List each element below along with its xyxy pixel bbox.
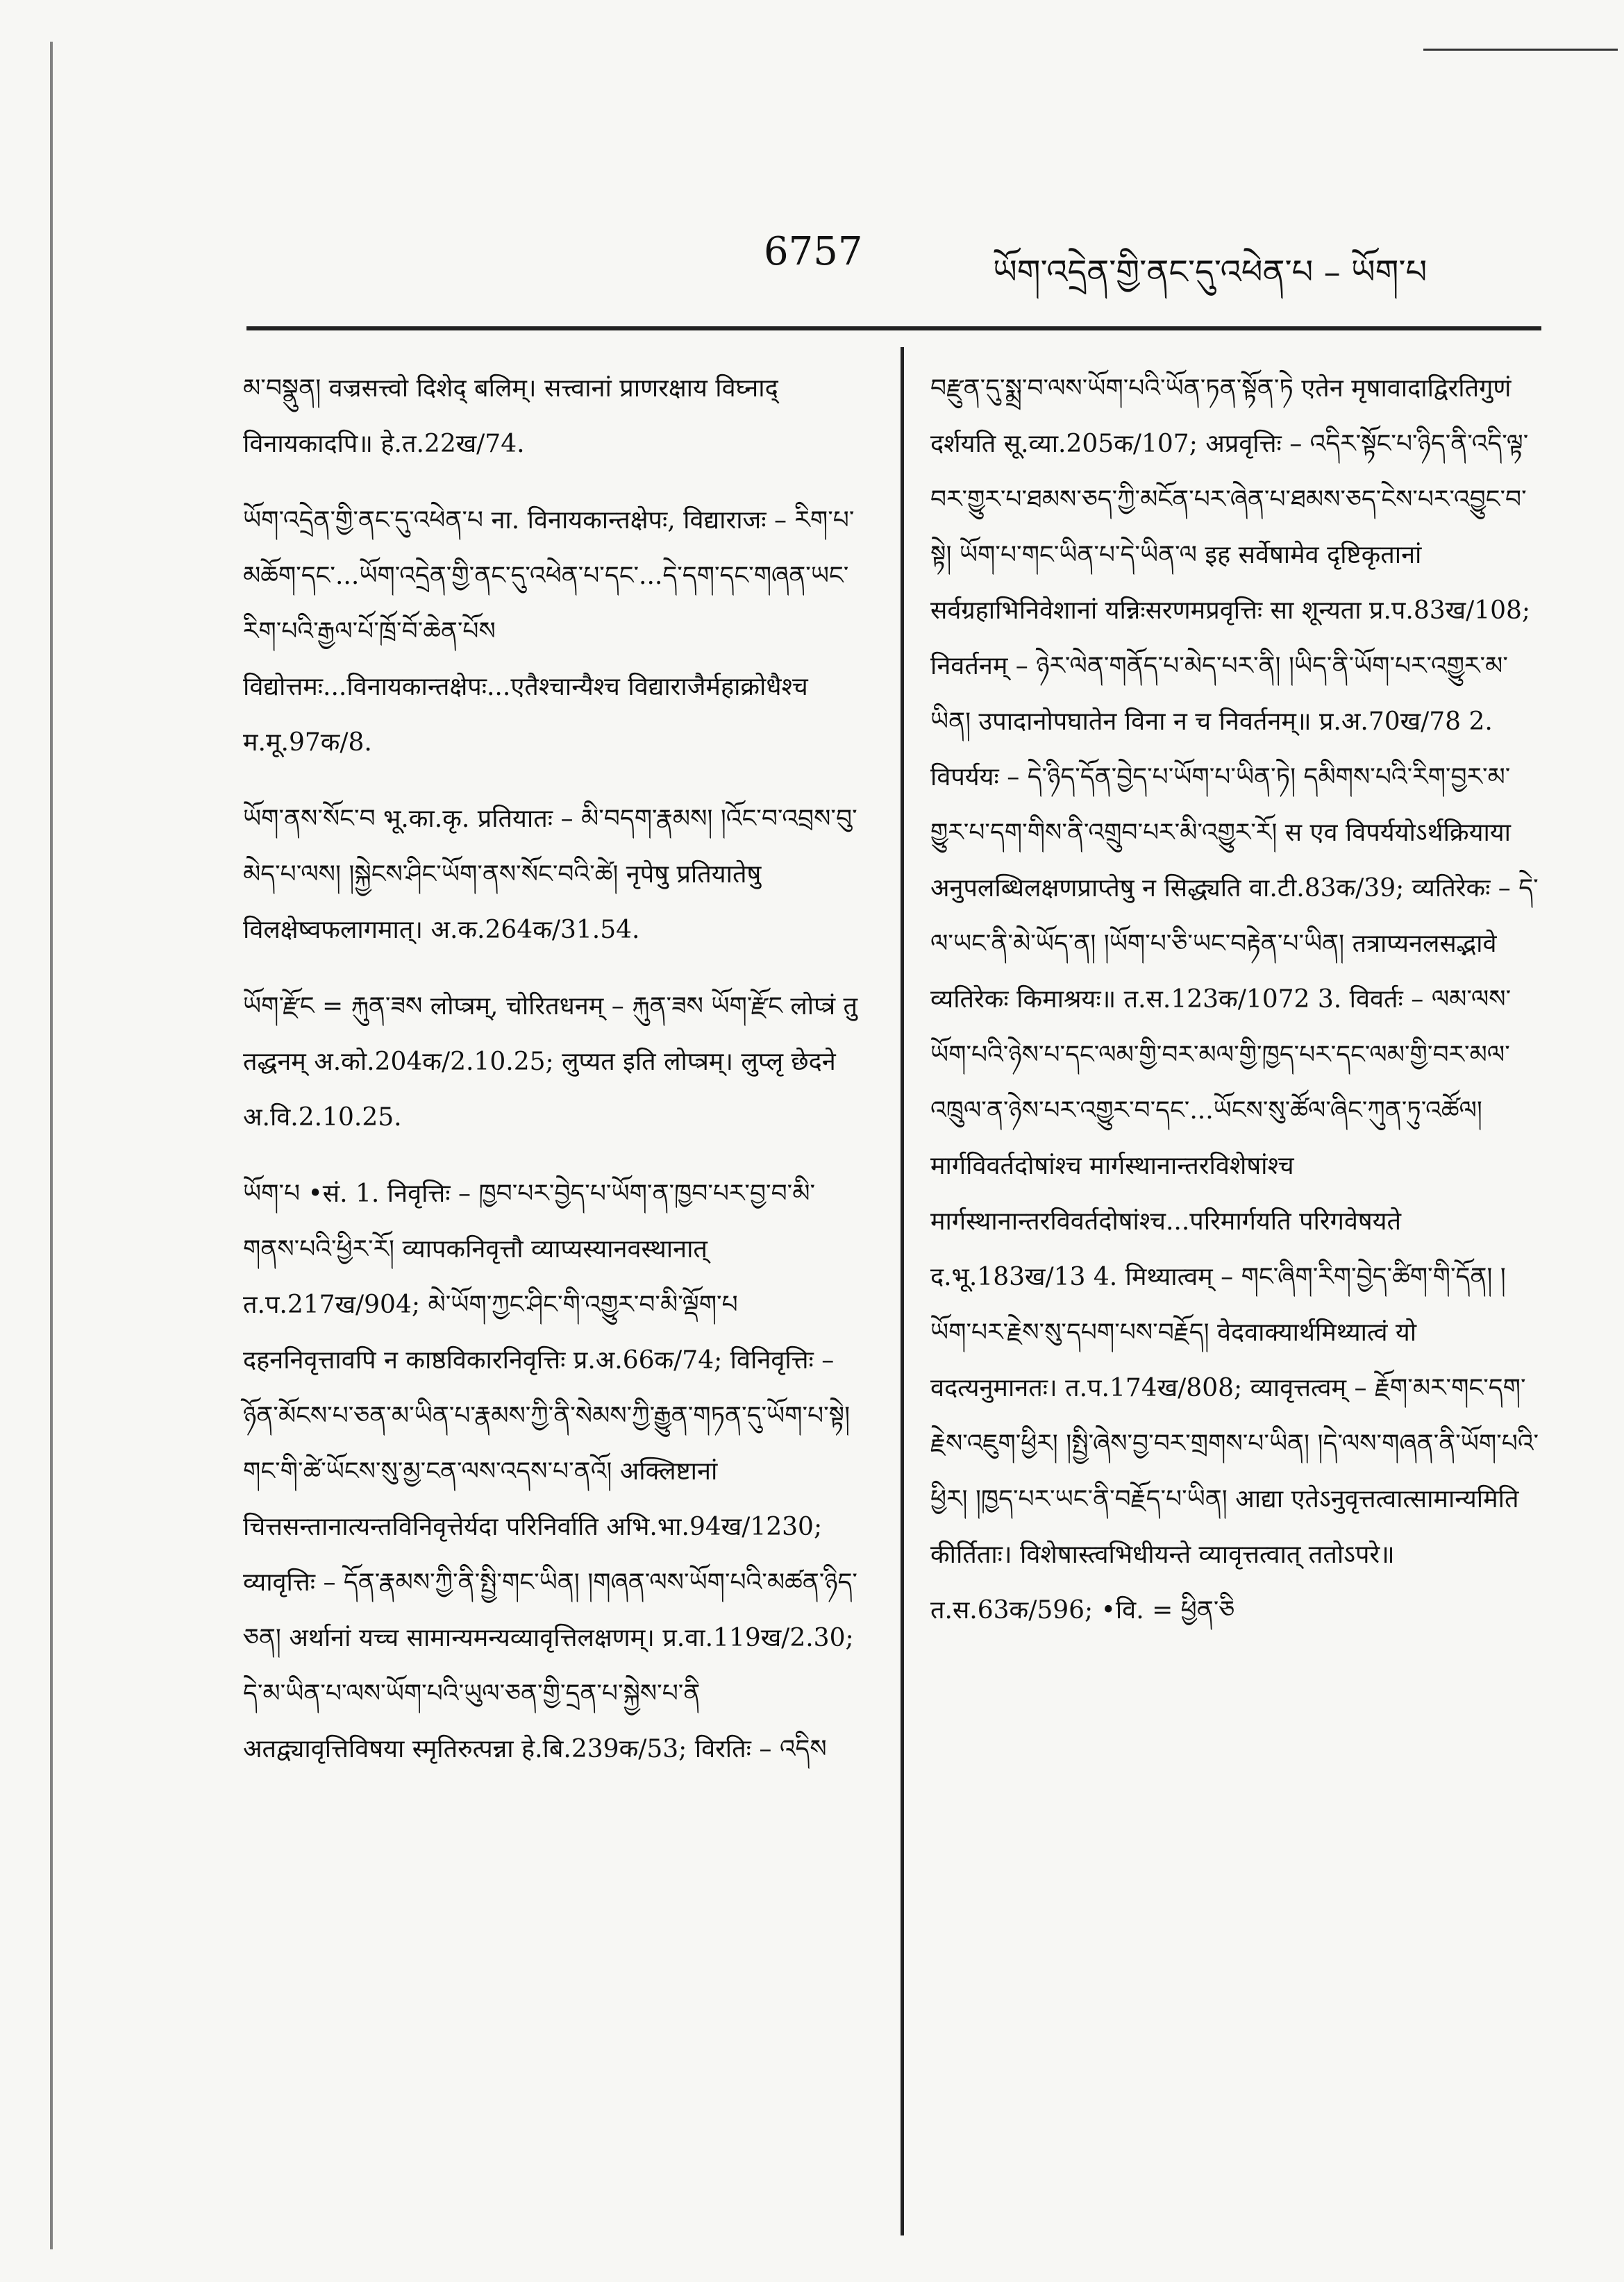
left-column [243, 361, 868, 1798]
entry-text: ཡོག་ནས་སོང་བ भू.का.कृ. प्रतियातः – མི་བདག་རྣམས། །འོང་བ་འབྲས་བུ་མེད་པ་ལས། །སྐྱེངས་ཤིང་ཡོག་ནས་སོང་བའི་ཚེ། नृपेषु प्रतियातेषु विलक्षेष्वफलागमात्। अ.क.264क/31.54. [243, 805, 857, 944]
entry-text: བརྫུན་དུ་སྨྲ་བ་ལས་ཡོག་པའི་ཡོན་ཏན་སྟོན་ཏེ एतेन मृषावादाद्विरतिगुणं दर्शयति सू.व्या.205क/107; अप्रवृत्तिः – འདིར་སྟོང་པ་ཉིད་ནི་འདི་ལྟ་བར་གྱུར་པ་ཐམས་ཅད་ཀྱི་མངོན་པར་ཞེན་པ་ཐམས་ཅད་ངེས་པར་འབྱུང་བ་སྟེ། ཡོག་པ་གང་ཡིན་པ་དེ་ཡིན་ལ इह सर्वेषामेव दृष्टिकृतानां सर्वग्रहाभिनिवेशानां यन्निःसरणमप्रवृत्तिः सा शून्यता प्र.प.83ख/108; निवर्तनम् – ཉེར་ལེན་གནོད་པ་མེད་པར་ནི། །ཡིད་ནི་ཡོག་པར་འགྱུར་མ་ཡིན། उपादानोपघातेन विना न च निवर्तनम्॥ प्र.अ.70ख/78 2. विपर्ययः – དེ་ཉིད་དོན་བྱེད་པ་ཡོག་པ་ཡིན་ཏེ། དམིགས་པའི་རིག་བྱར་མ་གྱུར་པ་དག་གིས་ནི་འགྲུབ་པར་མི་འགྱུར་རོ། स एव विपर्ययोऽर्थक्रियाया अनुपलब्धिलक्षणप्राप्तेषु न सिद्ध्यति वा.टी.83क/39; व्यतिरेकः – དེ་ལ་ཡང་ནི་མེ་ཡོད་ན། །ཡོག་པ་ཅི་ཡང་བརྟེན་པ་ཡིན། तत्राप्यनलसद्भावे व्यतिरेकः किमाश्रयः॥ त.स.123क/1072 3. विवर्तः – ལམ་ལས་ཡོག་པའི་ཉེས་པ་དང་ལམ་གྱི་བར་མལ་གྱི་ཁྱད་པར་དང་ལམ་གྱི་བར་མལ་འཁྲུལ་ན་ཉེས་པར་འགྱུར་བ་དང་...ཡོངས་སུ་ཚོལ་ཞིང་ཀུན་ཏུ་འཚོལ། मार्गविवर्तदोषांश्च मार्गस्थानान्तरविशेषांश्च मार्गस्थानान्तरविवर्तदोषांश्च...परिमार्गयति परिगवेषयते द.भू.183ख/13 4. मिथ्यात्वम् – གང་ཞིག་རིག་བྱེད་ཚིག་གི་དོན། །ཡོག་པར་རྗེས་སུ་དཔག་པས་བརྗོད། वेदवाक्यार्थमिथ्यात्वं यो वदत्यनुमानतः। त.प.174ख/808; व्यावृत्तत्वम् – རྗོག་མར་གང་དག་རྗེས་འཇུག་ཕྱིར། །སྤྱི་ཞེས་བྱ་བར་གྲགས་པ་ཡིན། །དེ་ལས་གཞན་ནི་ཡོག་པའི་ཕྱིར། །ཁྱད་པར་ཡང་ནི་བརྗོད་པ་ཡིན། आद्या एतेऽनुवृत्तत्वात्सामान्यमिति कीर्तिताः। विशेषास्त्वभिधीयन्ते व्यावृत्तत्वात् ततोऽपरे॥ त.स.63क/596; •वि. = ཕྱིན་ཅི [930, 374, 1539, 1625]
top-rule [246, 326, 1541, 330]
right-column [930, 361, 1541, 1659]
entry [930, 361, 1541, 1638]
entry [243, 791, 868, 958]
entry-text: ཡོག་འདྲེན་གྱི་ནང་དུ་འཕེན་པ ना. विनायकान्तक्षेपः, विद्याराजः – རིག་པ་མཆོག་དང་...ཡོག་འདྲེན་གྱི་ནང་དུ་འཕེན་པ་དང་...དེ་དག་དང་གཞན་ཡང་རིག་པའི་རྒྱལ་པོ་ཁྲོ་བོ་ཆེན་པོས विद्योत्तमः...विनायकान्तक्षेपः...एतैश्चान्यैश्च विद्याराजैर्महाक्रोधैश्च म.मू.97क/8. [243, 506, 855, 757]
entry-text: མ་བསྣུན། वज्रसत्त्वो दिशेद् बलिम्। सत्त्वानां प्राणरक्षाय विघ्नाद् विनायकादपि॥ हे.त.22ख/74. [243, 374, 778, 458]
entry [243, 979, 868, 1146]
page-number: 6757 [764, 229, 863, 274]
margin-line [50, 42, 53, 2249]
entry [243, 361, 868, 472]
entry [243, 493, 868, 771]
entry-text: ཡོག་རྫོང = རྐུན་ཟས लोप्त्रम्, चोरितधनम् – རྐུན་ཟས ཡོག་རྫོང लोप्त्रं तु तद्धनम् अ.को.204क/2.10.25; लुप्यत इति लोप्त्रम्। लुप्लृ छेदने अ.वि.2.10.25. [243, 992, 858, 1132]
column-divider [901, 347, 904, 2235]
corner-mark [1423, 49, 1618, 51]
entry-text: ཡོག་པ •सं. 1. निवृत्तिः – ཁྱབ་པར་བྱེད་པ་ཡོག་ན་ཁྱབ་པར་བྱ་བ་མི་གནས་པའི་ཕྱིར་རོ། व्यापकनिवृत्तौ व्याप्यस्यानवस्थानात् त.प.217ख/904; མེ་ཡོག་ཀྱང་ཤིང་གི་འགྱུར་བ་མི་ལྡོག་པ दहननिवृत्तावपि न काष्ठविकारनिवृत्तिः प्र.अ.66क/74; विनिवृत्तिः – ཉོན་མོངས་པ་ཅན་མ་ཡིན་པ་རྣམས་ཀྱི་ནི་སེམས་ཀྱི་རྒྱུན་གཏན་དུ་ཡོག་པ་སྟེ། གང་གི་ཚེ་ཡོངས་སུ་མྱ་ངན་ལས་འདས་པ་ནའོ། अक्लिष्टानां चित्तसन्तानात्यन्तविनिवृत्तेर्यदा परिनिर्वाति अभि.भा.94ख/1230; व्यावृत्तिः – དོན་རྣམས་ཀྱི་ནི་སྤྱི་གང་ཡིན། །གཞན་ལས་ཡོག་པའི་མཚན་ཉིད་ཅན། अर्थानां यच्च सामान्यमन्यव्यावृत्तिलक्षणम्। प्र.वा.119ख/2.30; དེ་མ་ཡིན་པ་ལས་ཡོག་པའི་ཡུལ་ཅན་གྱི་དྲན་པ་སྐྱེས་པ་ནི अतद्व्यावृत्तिविषया स्मृतिरुत्पन्ना हे.बि.239क/53; विरतिः – འདིས [243, 1180, 857, 1763]
entry [243, 1166, 868, 1777]
running-head: ཡོག་འདྲེན་གྱི་ནང་དུ་འཕེན་པ – ཡོག་པ [993, 253, 1428, 292]
